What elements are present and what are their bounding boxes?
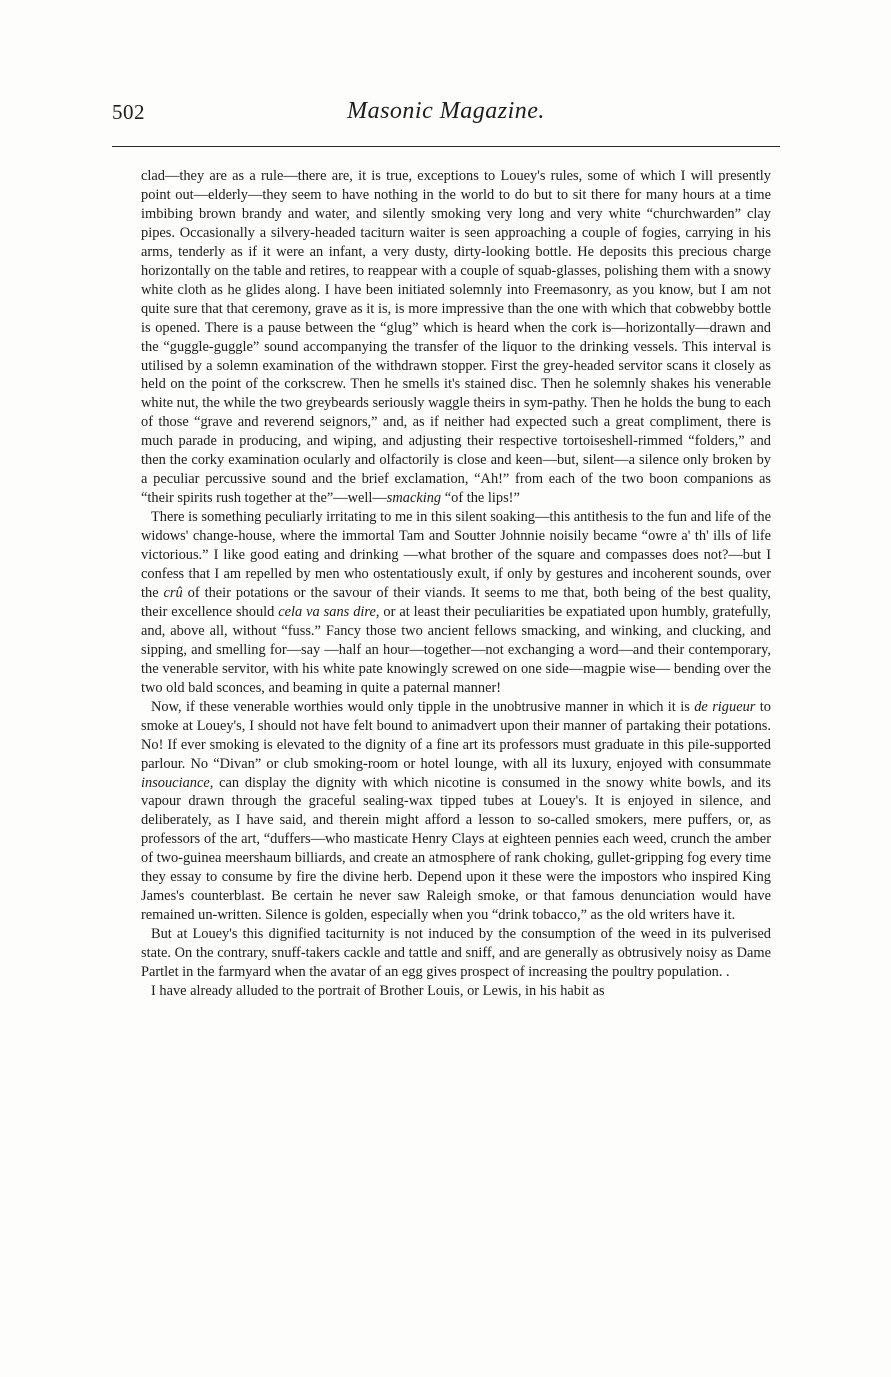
paragraph bbox=[141, 167, 771, 508]
text-run: of their potations or the savour of their viands. It seems to me that, both being of the best quality, their excellence should bbox=[141, 584, 771, 620]
text-run: But at Louey's this dignified taciturnity is not induced by the consumption of the weed in its pulverised state. On the contrary, snuff-takers cackle and tattle and sniff, and are generally as obtrusively noisy as Dame Partlet in the farmyard when the avatar of an egg gives prospect of increasing the poultry population. . bbox=[141, 926, 771, 981]
running-title: Masonic Magazine. bbox=[347, 98, 545, 124]
paragraph bbox=[141, 982, 771, 1001]
italic-phrase: insouciance bbox=[141, 774, 210, 791]
header-rule bbox=[112, 146, 780, 147]
paragraph bbox=[141, 925, 771, 982]
page-number: 502 bbox=[112, 100, 145, 124]
text-run: , can display the dignity with which nicotine is consumed in the snowy white bowls, and its vapour drawn through the graceful sealing-wax tipped tubes at Louey's. It is enjoyed in silence, and deliberately, as I have said, and therein might afford a lesson to so-called smokers, mere puffers, or, as professors of the art, “duffers—who masticate Henry Clays at eighteen pennies each weed, crunch the amber of two-guinea meershaum billiards, and create an atmosphere of rank choking, gullet-gripping fog every time they essay to consume by fire the divine herb. Depend upon it these were the impostors who inspired King James's counterblast. Be certain he never saw Raleigh smoke, or that famous denunciation would have remained un-written. Silence is golden, especially when you “drink tobacco,” as the old writers have it. bbox=[141, 774, 771, 924]
italic-phrase: de rigueur bbox=[694, 698, 756, 715]
page-header bbox=[112, 100, 780, 134]
text-run: “of the lips!” bbox=[441, 490, 520, 507]
paragraph bbox=[141, 508, 771, 698]
text-run: clad—they are as a rule—there are, it is true, exceptions to Louey's rules, some of which I will presently point out—elderly—they seem to have nothing in the world to do but to sit there for many hours at a time imbibing brown brandy and water, and silently smoking very long and very white “churchwarden” clay pipes. Occasionally a silvery-headed taciturn waiter is seen approaching a couple of fogies, carrying in his arms, tenderly as if it were an infant, a very dusty, dirty-looking bottle. He deposits this precious charge horizontally on the table and retires, to reappear with a couple of squab-glasses, polishing them with a snowy white cloth as he glides along. I have been initiated solemnly into Freemasonry, as you know, but I am not quite sure that that ceremony, grave as it is, is more impressive than the one with which that cobwebby bottle is opened. There is a pause between the “glug” which is heard when the cork is—horizontally—drawn and the “guggle-guggle” sound accompanying the transfer of the liquor to the drinking vessels. This interval is utilised by a solemn examination of the withdrawn stopper. First the grey-headed servitor scans it closely as held on the point of the corkscrew. Then he smells it's stained disc. Then he solemnly shakes his venerable white nut, the while the two greybeards seriously waggle theirs in sym-pathy. Then he holds the bung to each of those “grave and reverend seignors,” and, as if neither had expected such a great compliment, there is much parade in producing, and wiping, and adjusting their respective tortoiseshell-rimmed “folders,” and then the corky examination ocularly and olfactorily is close and keen—but, silent—a silence only broken by a peculiar percussive sound and the brief exclamation, “Ah!” from each of the two boon companions as “their spirits rush together at the”—well— bbox=[141, 168, 771, 507]
italic-phrase: crû bbox=[163, 584, 183, 601]
italic-phrase: smacking bbox=[386, 490, 442, 507]
text-run: Now, if these venerable worthies would only tipple in the unobtrusive manner in which it is bbox=[151, 698, 695, 715]
text-run: I have already alluded to the portrait of Brother Louis, or Lewis, in his habit as bbox=[151, 982, 605, 999]
article-body bbox=[141, 167, 771, 1001]
text-run: There is something peculiarly irritating to me in this silent soaking—this antithesis to the fun and life of the widows' change-house, where the immortal Tam and Soutter Johnnie noisily became “owre a' th' ills of life victorious.” I like good eating and drinking —what brother of the square and compasses does not?—but I confess that I am repelled by men who ostentatiously exult, if only by gestures and incoherent sounds, over the bbox=[141, 509, 771, 601]
text-run: , or at least their peculiarities be expatiated upon humbly, gratefully, and, above all, without “fuss.” Fancy those two ancient fellows smacking, and winking, and clucking, and sipping, and smelling for—say —half an hour—together—not exchanging a word—and their contemporary, the venerable servitor, with his white pate knowingly screwed on one side—magpie wise— bending over the two old bald sconces, and beaming in quite a paternal manner! bbox=[141, 603, 771, 696]
text-run: to smoke at Louey's, I should not have felt bound to animadvert upon their manner of partaking their potations. No! If ever smoking is elevated to the dignity of a fine art its professors must graduate in this pile-supported parlour. No “Divan” or club smoking-room or hotel lounge, with all its luxury, enjoyed with consummate bbox=[141, 698, 771, 772]
italic-phrase: cela va sans dire bbox=[278, 603, 376, 620]
paragraph bbox=[141, 698, 771, 925]
